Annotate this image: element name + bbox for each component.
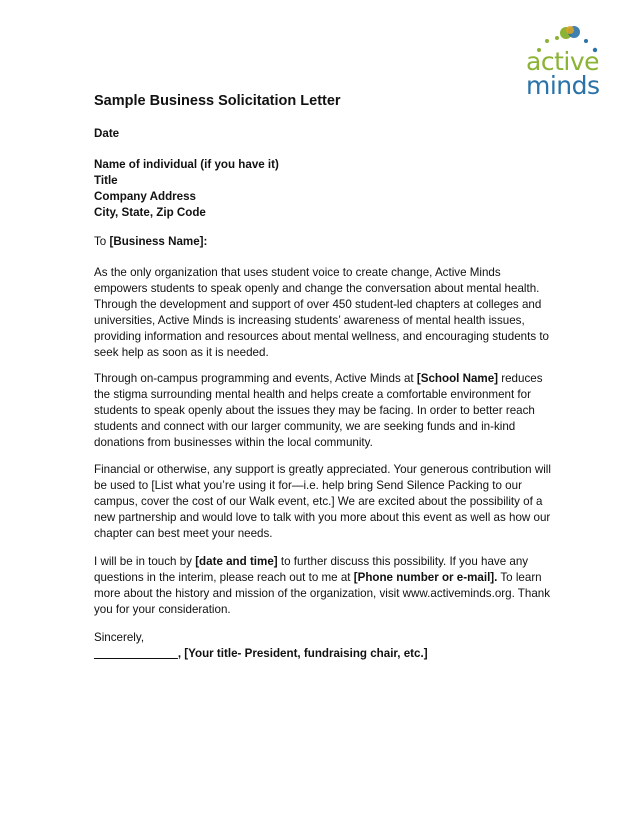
paragraph-3: Financial or otherwise, any support is greatly appreciated. Your generous contribution will be used to [List what you’re using it for—i.e. help bring Send Silence Packing to our campus, cover the cost of our Walk event, etc.] We are excited about the possibility of a new partnership and would love to talk with you more about this event as well as how our chapter can best meet your needs. xyxy=(94,463,551,540)
paragraph-2-before: Through on-campus programming and events, Active Minds at xyxy=(94,372,417,385)
logo-dot-green-small-2 xyxy=(555,36,559,40)
paragraph-2-after: reduces the stigma surrounding mental health and helps create a comfortable environment for students to speak openly about the issues they may be facing. In order to better reach students and connect with our larger community, we are seeking funds and in-kind donations from businesses within the local community. xyxy=(94,372,543,449)
paragraph-4-part-3: To learn more about the history and mission of the organization, visit www.activeminds.org. Thank you for your consideration. xyxy=(94,571,551,616)
signature-line xyxy=(94,646,554,662)
date-time-placeholder: [date and time] xyxy=(195,555,278,568)
logo-word-minds: minds xyxy=(526,71,600,100)
recipient-title: Title xyxy=(94,174,118,187)
school-name-placeholder: [School Name] xyxy=(416,372,499,385)
paragraph-4-part-1: I will be in touch by xyxy=(94,555,196,568)
active-minds-logo xyxy=(522,24,614,100)
signature-title-placeholder: , [Your title- President, fundraising chair, etc.] xyxy=(177,647,428,660)
date-label: Date xyxy=(94,127,120,140)
company-address: Company Address xyxy=(94,190,197,203)
recipient-address xyxy=(94,157,554,221)
logo-dot-green-small xyxy=(545,39,549,43)
city-state-zip: City, State, Zip Code xyxy=(94,206,206,219)
paragraph-1: As the only organization that uses student voice to create change, Active Minds empowers students to speak openly and change the conversation about mental health. Through the development and support of over 450 student-led chapters at colleges and universities, Active Minds is increasing students’ awareness of mental health issues, providing information and resources about mental wellness, and encouraging students to seek help as soon as it is needed. xyxy=(94,266,550,359)
logo-dot-blue-small xyxy=(584,39,588,43)
signature-blank: _____________ xyxy=(94,647,178,660)
paragraph-4-part-2: to further discuss this possibility. If you have any questions in the interim, please reach out to me at xyxy=(94,555,529,584)
paragraph-2 xyxy=(94,371,554,451)
phone-email-placeholder: [Phone number or e-mail]. xyxy=(353,571,498,584)
closing-block xyxy=(94,630,554,662)
greeting-to: To xyxy=(94,235,110,248)
greeting xyxy=(94,234,554,250)
closing-sincerely: Sincerely, xyxy=(94,631,145,644)
paragraph-4 xyxy=(94,554,554,618)
logo-dot-yellow xyxy=(566,26,574,34)
recipient-name: Name of individual (if you have it) xyxy=(94,158,279,171)
business-name-placeholder: [Business Name]: xyxy=(109,235,208,248)
logo-word-active: active xyxy=(526,47,599,76)
letter-title: Sample Business Solicitation Letter xyxy=(94,93,341,109)
